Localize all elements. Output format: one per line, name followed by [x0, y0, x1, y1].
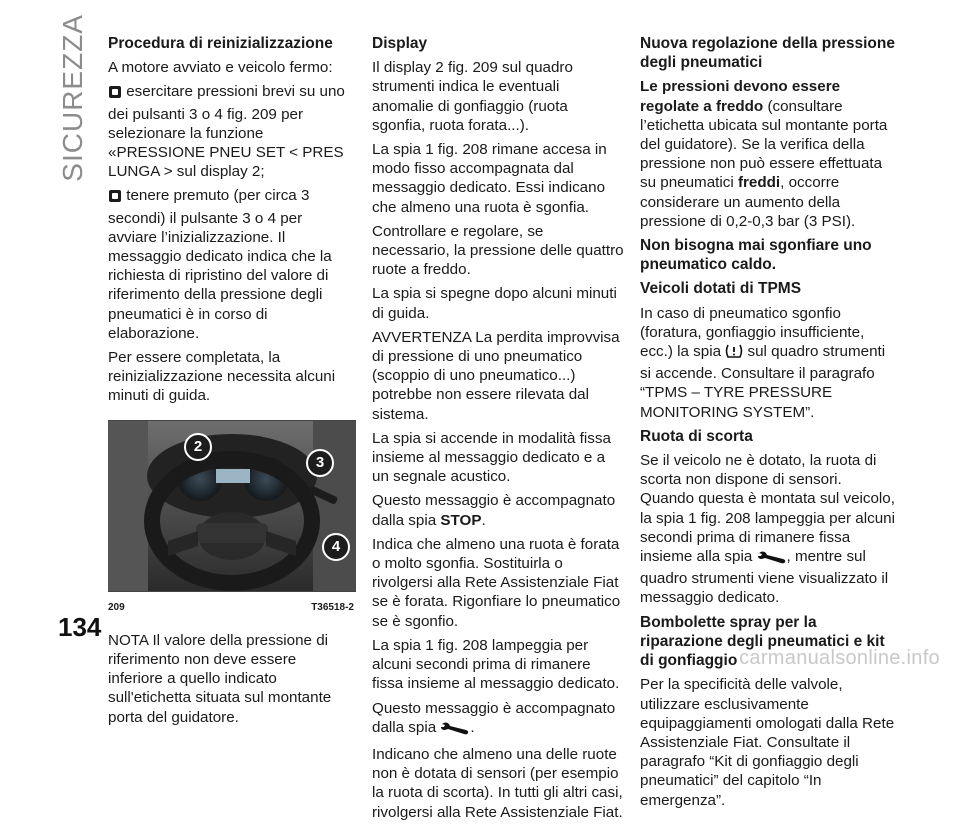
figure-dashboard-photo	[108, 420, 356, 592]
procedure-intro: A motore avviato e veicolo fermo:	[108, 59, 333, 77]
pressure-adjust-text: (consultare l’etichetta ubicata sul montante porta del guidatore). Se la verifica della pressione non può essere effettuata su pneumatici	[640, 97, 888, 192]
procedure-heading: Procedura di reinizializzazione	[108, 35, 333, 52]
section-tab	[48, 14, 98, 182]
spray-kit-paragraph: Per la specificità delle valvole, utilizzare esclusivamente equipaggiamenti omologati dalla Rete Assistenziale Fiat. Consultate il paragrafo “Kit di gonfiaggio degli pneumatici” del capitolo “In emergenza”.	[640, 676, 895, 809]
callout-2: 2	[184, 433, 212, 461]
note-paragraph: NOTA Il valore della pressione di riferimento non deve essere inferiore a quello indicato sull'etichetta situata sul montante porta del guidatore.	[108, 631, 332, 726]
tpms-paragraph	[640, 304, 900, 422]
display-p2: La spia 1 fig. 208 rimane accesa in modo fisso accompagnata dal messaggio dedicato. Essi indicano che almeno una ruota è sgonfia.	[372, 141, 607, 216]
tpms-text: In caso di pneumatico sgonfio (foratura, gonfiaggio insufficiente, ecc.) la spia	[640, 304, 865, 361]
display-p4: La spia si spegne dopo alcuni minuti di guida.	[372, 285, 617, 322]
display-p1: Il display 2 fig. 209 sul quadro strumenti indica le eventuali anomalie di gonfiaggio (ruota sgonfia, ruota forata...).	[372, 59, 573, 134]
figure-code: T36518-2	[311, 601, 354, 613]
spare-wheel-text: Se il veicolo ne è dotato, la ruota di scorta non dispone di sensori. Quando questa è montata sul veicolo, la spia 1 fig. 208 lampeggia per alcuni secondi prima di rimanere fissa insieme alla spia	[640, 452, 895, 566]
procedure-step-1-text: esercitare pressioni brevi su uno dei pulsanti 3 o 4 fig. 209 per selezionare la funzione «PRESSIONE PNEU SET < PRES LUNGA > sul display 2;	[108, 83, 345, 181]
display-p9: La spia 1 fig. 208 lampeggia per alcuni secondi prima di rimanere fissa insieme al messaggio dedicato.	[372, 636, 620, 693]
pressure-adjust-end: , occorre considerare un aumento della pressione di 0,2-0,3 bar (3 PSI).	[640, 174, 856, 230]
hot-tyre-warning-heading: Non bisogna mai sgonfiare uno pneumatico caldo.	[640, 237, 872, 274]
wrench-icon	[757, 550, 787, 569]
display-p11: Indicano che almeno una delle ruote non è dotata di sensori (per esempio la ruota di scorta). In tutti gli altri casi, rivolgersi alla Rete Assistenziale Fiat.	[372, 745, 623, 821]
stop-label: STOP	[440, 511, 482, 529]
display-p6: La spia si accende in modalità fissa insieme al messaggio dedicato e a un segnale acustico.	[372, 429, 611, 486]
spare-wheel-text-end: , mentre sul quadro strumenti viene visualizzato il messaggio dedicato.	[640, 548, 889, 607]
pressure-adjust-heading: Nuova regolazione della pressione degli pneumatici	[640, 35, 895, 72]
figure-number: 209	[108, 601, 125, 613]
dashboard-illustration	[108, 421, 356, 591]
cold-pressure-emphasis: Le pressioni devono essere regolate a freddo	[640, 78, 841, 115]
display-p10-text: Questo messaggio è accompagnato dalla spia	[372, 699, 616, 736]
tpms-heading: Veicoli dotati di TPMS	[640, 280, 802, 298]
push-button-icon	[108, 189, 122, 208]
display-p7-text: Questo messaggio è accompagnato dalla spia	[372, 492, 616, 529]
column-right	[640, 34, 900, 815]
tyre-pressure-warning-icon	[725, 343, 743, 364]
spare-wheel-heading: Ruota di scorta	[640, 427, 753, 445]
column-left	[108, 34, 354, 732]
display-p8: Indica che almeno una ruota è forata o molto sgonfia. Sostituirla o rivolgersi alla Rete Assistenziale Fiat se è forata. Rigonfiare lo pneumatico se è sgonfio.	[372, 535, 621, 630]
display-p3: Controllare e regolare, se necessario, la pressione delle quattro ruote a freddo.	[372, 222, 624, 279]
callout-4: 4	[322, 533, 350, 561]
tpms-text-end: sul quadro strumenti si accende. Consultare il paragrafo “TPMS – TYRE PRESSURE MONITORING SYSTEM”.	[640, 343, 886, 421]
spare-wheel-paragraph	[640, 451, 900, 608]
procedure-completion: Per essere completata, la reinizializzazione necessita alcuni minuti di guida.	[108, 349, 336, 405]
watermark: carmanualsonline.info	[739, 647, 940, 669]
column-middle	[372, 34, 624, 827]
page-number: 134	[58, 612, 102, 642]
display-p7-end: .	[481, 511, 486, 529]
procedure-step-2	[108, 186, 354, 343]
spray-kit-heading: Bombolette spray per la riparazione degli pneumatici e kit di gonfiaggio	[640, 613, 885, 670]
figure-caption	[108, 598, 354, 617]
section-tab-label: SICUREZZA	[57, 14, 88, 182]
display-warning: AVVERTENZA La perdita improvvisa di pressione di uno pneumatico (scoppio di uno pneumatico...) potrebbe non essere rilevata dal sistema.	[372, 328, 620, 423]
cold-emphasis: freddi	[737, 174, 781, 192]
procedure-step-1	[108, 82, 354, 181]
display-p7	[372, 491, 624, 529]
wrench-icon	[440, 721, 470, 740]
procedure-step-2-text: tenere premuto (per circa 3 secondi) il pulsante 3 o 4 per avviare l’inizializzazione. Il messaggio dedicato indica che la richiesta di ripristino del valore di riferimento della pressione degli pneumatici è in corso di elaborazione.	[108, 187, 332, 342]
display-p10	[372, 699, 624, 740]
callout-3: 3	[306, 449, 334, 477]
push-button-icon	[108, 85, 122, 104]
display-p10-end: .	[470, 718, 475, 736]
pressure-adjust-paragraph	[640, 77, 900, 231]
display-heading: Display	[372, 35, 428, 52]
